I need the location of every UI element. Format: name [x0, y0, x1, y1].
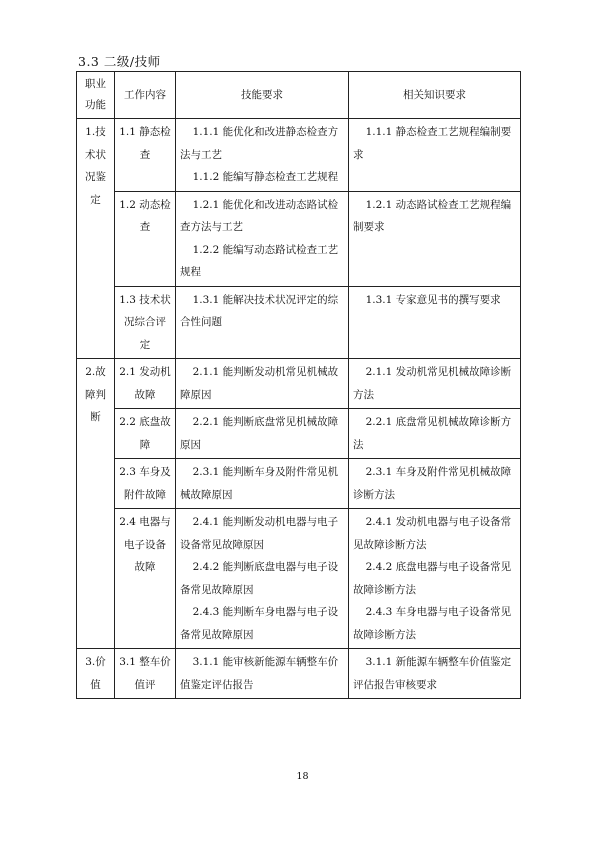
work-content-cell: 2.1 发动机故障 [115, 359, 176, 409]
table-row [77, 459, 521, 509]
section-heading: 3.3 二级/技师 [78, 54, 161, 69]
skill-cell [176, 191, 349, 286]
skill-item: 2.2.1 能判断底盘常见机械故障原因 [180, 416, 339, 451]
skill-cell [176, 649, 349, 699]
table-row [77, 191, 521, 286]
knowledge-item: 2.1.1 发动机常见机械故障诊断方法 [353, 366, 512, 401]
skill-cell [176, 509, 349, 649]
knowledge-item: 2.3.1 车身及附件常见机械故障诊断方法 [353, 466, 512, 501]
skill-cell [176, 459, 349, 509]
knowledge-cell [349, 119, 521, 192]
knowledge-item: 2.2.1 底盘常见机械故障诊断方法 [353, 416, 512, 451]
skill-cell [176, 409, 349, 459]
knowledge-cell [349, 286, 521, 359]
category-cell: 1.技术状况鉴定 [77, 119, 115, 359]
table-row [77, 509, 521, 649]
skill-item: 1.2.2 能编写动态路试检查工艺规程 [180, 243, 339, 278]
knowledge-item: 2.4.3 车身电器与电子设备常见故障诊断方法 [353, 606, 512, 641]
skill-item: 1.1.1 能优化和改进静态检查方法与工艺 [180, 126, 339, 161]
work-content-cell: 2.3 车身及附件故障 [115, 459, 176, 509]
skill-item: 2.1.1 能判断发动机常见机械故障原因 [180, 366, 339, 401]
skill-requirements-table [76, 71, 521, 699]
skill-item: 1.3.1 能解决技术状况评定的综合性问题 [180, 293, 339, 328]
knowledge-item: 1.3.1 专家意见书的撰写要求 [365, 293, 501, 306]
knowledge-cell [349, 649, 521, 699]
knowledge-item: 1.1.1 静态检查工艺规程编制要求 [353, 126, 512, 161]
knowledge-item: 3.1.1 新能源车辆整车价值鉴定评估报告审核要求 [353, 656, 512, 691]
knowledge-cell [349, 459, 521, 509]
skill-item: 1.2.1 能优化和改进动态路试检查方法与工艺 [180, 198, 339, 233]
table-row [77, 119, 521, 192]
work-content-cell: 2.4 电器与电子设备故障 [115, 509, 176, 649]
knowledge-cell [349, 191, 521, 286]
skill-item: 2.3.1 能判断车身及附件常见机械故障原因 [180, 466, 339, 501]
work-content-cell: 1.2 动态检查 [115, 191, 176, 286]
skill-item: 1.1.2 能编写静态检查工艺规程 [192, 171, 339, 183]
category-cell: 2.故障判断 [77, 359, 115, 649]
page-number: 18 [296, 771, 309, 782]
table-header-row [77, 72, 521, 119]
knowledge-item: 2.4.1 发动机电器与电子设备常见故障诊断方法 [353, 516, 512, 551]
knowledge-cell [349, 509, 521, 649]
table-row [77, 409, 521, 459]
header-knowledge: 相关知识要求 [349, 72, 521, 119]
skill-cell [176, 119, 349, 192]
table-row [77, 649, 521, 699]
work-content-cell: 2.2 底盘故障 [115, 409, 176, 459]
table-row [77, 359, 521, 409]
skill-item: 2.4.3 能判断车身电器与电子设备常见故障原因 [180, 606, 339, 641]
skill-item: 2.4.2 能判断底盘电器与电子设备常见故障原因 [180, 561, 339, 596]
skill-item: 2.4.1 能判断发动机电器与电子设备常见故障原因 [180, 516, 339, 551]
work-content-cell: 3.1 整车价值评 [115, 649, 176, 699]
knowledge-cell [349, 359, 521, 409]
table-row [77, 286, 521, 359]
skill-item: 3.1.1 能审核新能源车辆整车价值鉴定评估报告 [180, 656, 339, 691]
knowledge-cell [349, 409, 521, 459]
category-cell: 3.价值 [77, 649, 115, 699]
work-content-cell: 1.1 静态检查 [115, 119, 176, 192]
skill-cell [176, 286, 349, 359]
header-category: 职业功能 [77, 72, 115, 119]
work-content-cell: 1.3 技术状况综合评定 [115, 286, 176, 359]
table-body [77, 119, 521, 699]
header-work: 工作内容 [115, 72, 176, 119]
knowledge-item: 1.2.1 动态路试检查工艺规程编制要求 [353, 198, 512, 233]
knowledge-item: 2.4.2 底盘电器与电子设备常见故障诊断方法 [353, 561, 512, 596]
skill-cell [176, 359, 349, 409]
header-skill: 技能要求 [176, 72, 349, 119]
